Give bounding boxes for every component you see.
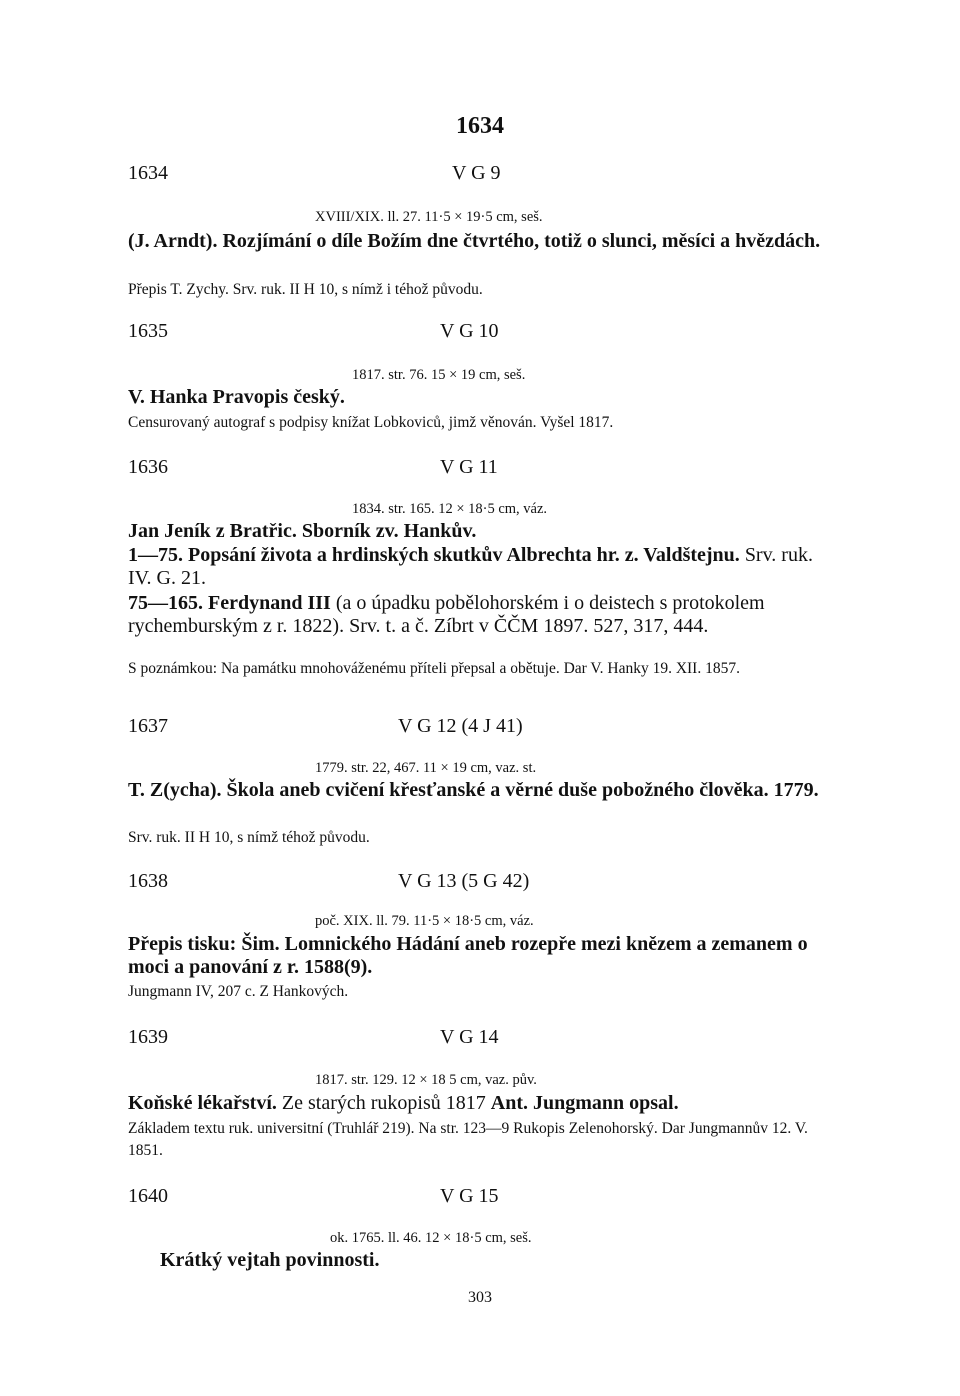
physical-description: 1817. str. 129. 12 × 18 5 cm, vaz. pův. xyxy=(315,1072,537,1088)
title-bold: Jan Jeník z Bratřic. Sborník zv. Hankův. xyxy=(128,520,477,542)
title-bold: T. Z(ycha). Škola aneb cvičení křesťanské a věrné duše pobožného člověka. 1779. xyxy=(128,779,819,801)
physical-description: poč. XIX. ll. 79. 11·5 × 18·5 cm, váz. xyxy=(315,913,534,929)
entry-title xyxy=(160,1249,870,1272)
entry-title xyxy=(128,520,838,543)
title-bold: Krátký vejtah povinnosti. xyxy=(160,1249,380,1271)
entry-title xyxy=(128,933,838,979)
content-part-2-title: 75—165. Ferdynand III xyxy=(128,592,331,614)
content-part-1-title: 1—75. Popsání života a hrdinských skutkův Albrechta hr. z. Valdštejnu. xyxy=(128,544,740,566)
physical-description: 1779. str. 22, 467. 11 × 19 cm, vaz. st. xyxy=(315,760,537,776)
entry-number: 1635 xyxy=(128,320,168,342)
entry-title xyxy=(128,779,838,802)
entry-note: Základem textu ruk. universitní (Truhlář 219). Na str. 123—9 Rukopis Zelenohorský. Dar Jungmannův 12. V. 1851. xyxy=(128,1120,808,1159)
shelf-signature: V G 14 xyxy=(440,1026,499,1048)
physical-description: 1817. str. 76. 15 × 19 cm, seš. xyxy=(352,367,526,383)
shelf-signature: V G 15 xyxy=(440,1185,499,1207)
entry-number: 1639 xyxy=(128,1026,168,1048)
content-part-1 xyxy=(128,544,838,590)
title-bold: Koňské lékařství. xyxy=(128,1092,277,1114)
title-bold: V. Hanka Pravopis český. xyxy=(128,386,345,408)
entry-note: Přepis T. Zychy. Srv. ruk. II H 10, s nímž i téhož původu. xyxy=(128,281,483,298)
entry-number: 1640 xyxy=(128,1185,168,1207)
entry-title xyxy=(128,386,838,409)
title-middle: Ze starých rukopisů 1817 xyxy=(276,1092,491,1114)
shelf-signature: V G 9 xyxy=(452,162,501,184)
physical-description: XVIII/XIX. ll. 27. 11·5 × 19·5 cm, seš. xyxy=(315,209,543,225)
running-header: 1634 xyxy=(456,113,504,139)
content-part-2 xyxy=(128,592,838,638)
shelf-signature: V G 10 xyxy=(440,320,499,342)
entry-note: Jungmann IV, 207 c. Z Hankových. xyxy=(128,983,349,1000)
entry-title xyxy=(128,230,838,253)
content-part-2-desc: (a o úpadku pobělohorském i o deistech s protokolem rychemburským z r. 1822). Srv. t. a č. Zíbrt v ČČM 1897. 527, 317, 444. xyxy=(128,592,765,637)
entry-note: S poznámkou: Na památku mnohováženému příteli přepsal a obětuje. Dar V. Hanky 19. XII. 1857. xyxy=(128,660,740,677)
entry-number: 1636 xyxy=(128,456,168,478)
title-bold: Přepis tisku: Šim. Lomnického Hádání aneb rozepře mezi knězem a zemanem o moci a panování z r. 1588(9). xyxy=(128,933,808,978)
shelf-signature: V G 13 (5 G 42) xyxy=(398,870,530,892)
entry-number: 1637 xyxy=(128,715,168,737)
content-part-1-ref: Srv. ruk. IV. G. 21. xyxy=(128,544,813,589)
physical-description: 1834. str. 165. 12 × 18·5 cm, váz. xyxy=(352,501,548,517)
entry-title xyxy=(128,1092,838,1115)
entry-note: Srv. ruk. II H 10, s nímž téhož původu. xyxy=(128,829,370,846)
title-bold-2: Ant. Jungmann opsal. xyxy=(490,1092,679,1114)
page-number: 303 xyxy=(468,1289,492,1306)
physical-description: ok. 1765. ll. 46. 12 × 18·5 cm, seš. xyxy=(330,1230,532,1246)
entry-note: Censurovaný autograf s podpisy knížat Lobkoviců, jimž věnován. Vyšel 1817. xyxy=(128,414,614,431)
entry-number: 1634 xyxy=(128,162,168,184)
shelf-signature: V G 11 xyxy=(440,456,498,478)
shelf-signature: V G 12 (4 J 41) xyxy=(398,715,523,737)
title-bold: (J. Arndt). Rozjímání o díle Božím dne čtvrtého, totiž o slunci, měsíci a hvězdách. xyxy=(128,230,821,252)
entry-number: 1638 xyxy=(128,870,168,892)
